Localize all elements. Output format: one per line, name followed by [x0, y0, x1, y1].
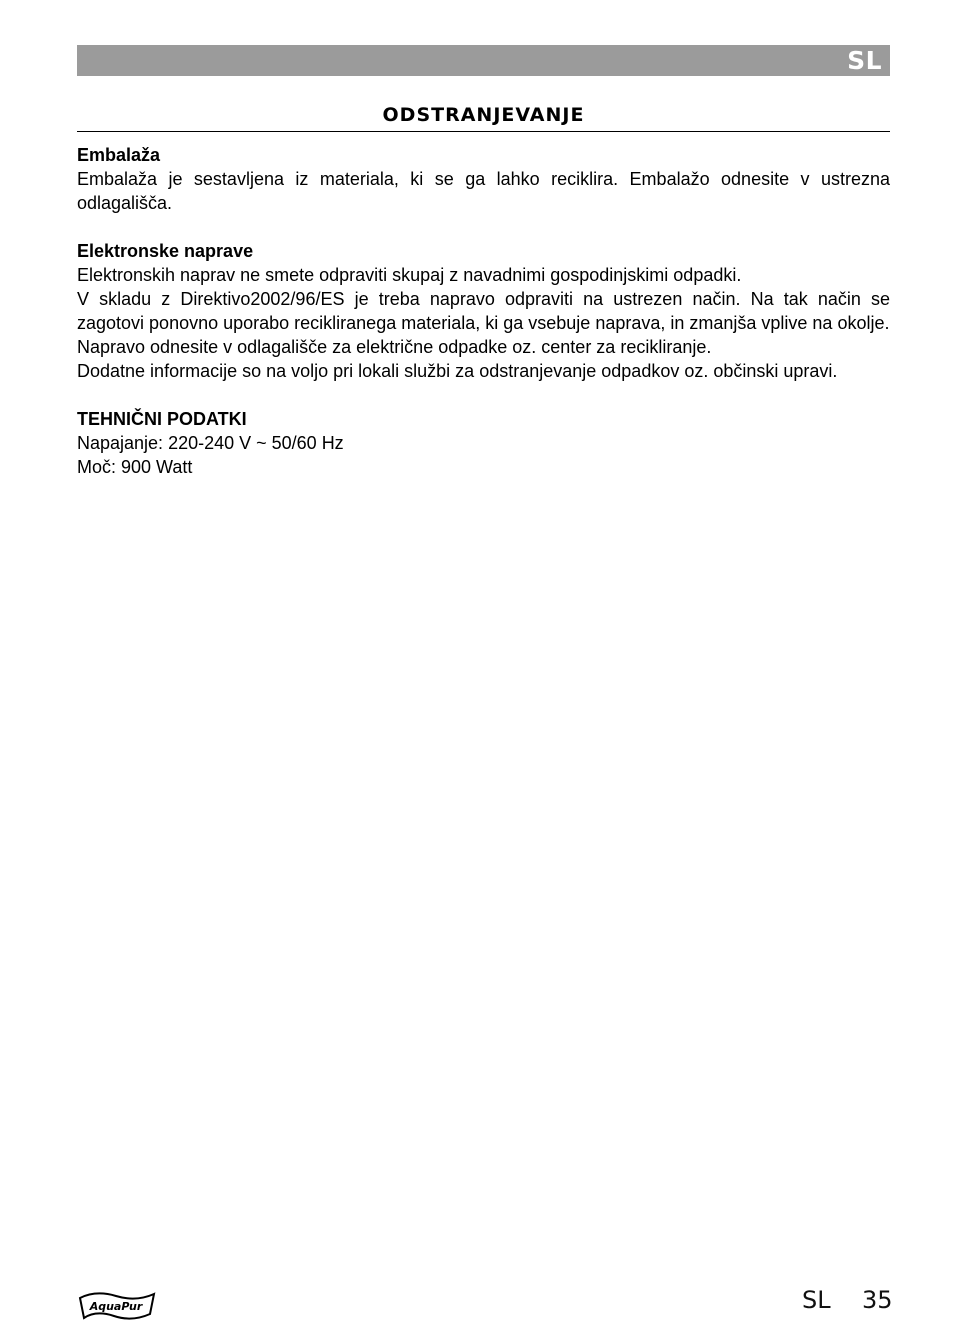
language-code: SL — [847, 46, 882, 75]
embalaza-heading: Embalaža — [77, 145, 161, 165]
elektronske-paragraph-3: Napravo odnesite v odlagališče za električne odpadke oz. center za recikliranje. — [77, 337, 712, 357]
elektronske-paragraph-1: Elektronskih naprav ne smete odpraviti skupaj z navadnimi gospodinjskimi odpadki. — [77, 265, 742, 285]
language-header-bar — [77, 45, 890, 76]
document-body — [77, 143, 890, 479]
tehnicni-heading: TEHNIČNI PODATKI — [77, 409, 247, 429]
power-rating-spec: Moč: 900 Watt — [77, 457, 193, 477]
footer-language: SL — [802, 1286, 831, 1314]
aquapur-logo — [76, 1288, 158, 1322]
title-divider — [77, 131, 890, 132]
section-title: ODSTRANJEVANJE — [382, 104, 585, 126]
elektronske-paragraph-4: Dodatne informacije so na voljo pri lokali službi za odstranjevanje odpadkov oz. občinski upravi. — [77, 361, 838, 381]
power-supply-spec: Napajanje: 220-240 V ~ 50/60 Hz — [77, 433, 344, 453]
page-number: 35 — [862, 1286, 893, 1314]
logo-text: AquaPur — [89, 1300, 143, 1313]
elektronske-paragraph-2: V skladu z Direktivo2002/96/ES je treba napravo odpraviti na ustrezen način. Na tak način se zagotovi ponovno uporabo recikliranega materiala, ki ga vsebuje naprava, in zmanjša vplive na okolje. — [77, 289, 890, 333]
elektronske-heading: Elektronske naprave — [77, 241, 254, 261]
embalaza-text: Embalaža je sestavljena iz materiala, ki se ga lahko reciklira. Embalažo odnesite v ustrezna odlagališča. — [77, 169, 890, 213]
